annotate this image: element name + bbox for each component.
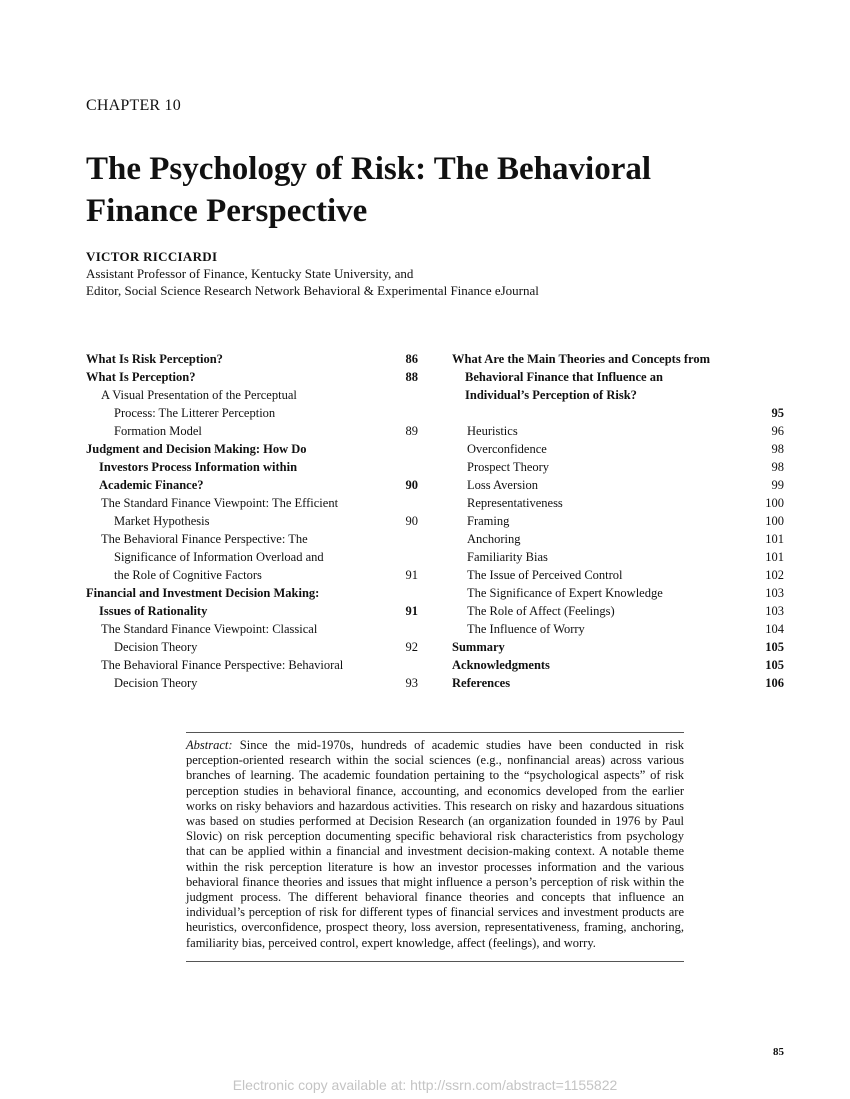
toc-page-number: 102	[765, 568, 784, 582]
toc-entry-title	[86, 620, 418, 656]
toc-page-number: 98	[771, 460, 784, 474]
toc-entry[interactable]	[452, 440, 784, 458]
toc-entry[interactable]	[86, 494, 418, 530]
toc-page-number: 100	[765, 514, 784, 528]
toc-page-number: 86	[405, 352, 418, 366]
toc-entry-title	[452, 422, 784, 440]
toc-entry-title	[452, 602, 784, 620]
toc-page-number: 104	[765, 622, 784, 636]
toc-entry[interactable]	[452, 548, 784, 566]
toc-entry-title	[86, 494, 418, 530]
toc-page-number: 101	[765, 550, 784, 564]
page-title	[86, 148, 786, 232]
toc-entry[interactable]	[86, 368, 418, 386]
toc-right-column	[452, 350, 784, 692]
toc-page-number: 105	[765, 658, 784, 672]
toc-entry-line: Overconfidence	[467, 442, 547, 456]
toc-entry-title	[86, 530, 418, 584]
toc-entry-line: Heuristics	[467, 424, 518, 438]
toc-entry[interactable]	[452, 674, 784, 692]
toc-entry-title	[452, 548, 784, 566]
toc-entry-line: Individual’s Perception of Risk?	[465, 388, 637, 402]
toc-page-number: 93	[405, 676, 418, 690]
toc-entry-line: Judgment and Decision Making: How Do	[86, 442, 307, 456]
author-name: VICTOR RICCIARDI	[86, 249, 218, 264]
toc-entry-line: Acknowledgments	[452, 658, 550, 672]
toc-page-number: 100	[765, 496, 784, 510]
toc-entry[interactable]	[452, 530, 784, 548]
toc-entry-line: the Role of Cognitive Factors	[114, 568, 262, 582]
toc-entry-line: The Role of Affect (Feelings)	[467, 604, 615, 618]
toc-entry-line: A Visual Presentation of the Perceptual	[101, 388, 297, 402]
toc-entry[interactable]	[86, 350, 418, 368]
abstract-label: Abstract:	[186, 738, 233, 752]
toc-entry[interactable]	[452, 638, 784, 656]
toc-entry[interactable]	[86, 386, 418, 440]
abstract-box	[186, 732, 684, 962]
toc-entry[interactable]	[86, 530, 418, 584]
chapter-label: CHAPTER 10	[86, 97, 181, 114]
toc-entry[interactable]	[452, 350, 784, 422]
toc-page-number: 105	[765, 640, 784, 654]
toc-entry-title	[452, 494, 784, 512]
toc-entry-line: Formation Model	[114, 424, 202, 438]
toc-entry-title	[86, 656, 418, 692]
toc-entry-title	[86, 368, 418, 386]
toc-entry[interactable]	[452, 584, 784, 602]
toc-page-number: 98	[771, 442, 784, 456]
toc-entry-line: Summary	[452, 640, 505, 654]
toc-entry[interactable]	[86, 584, 418, 620]
toc-entry-line: Behavioral Finance that Influence an	[465, 370, 663, 384]
toc-entry-title	[452, 620, 784, 638]
toc-entry[interactable]	[452, 656, 784, 674]
toc-entry-line: The Standard Finance Viewpoint: Classical	[101, 622, 318, 636]
toc-page-number: 90	[405, 514, 418, 528]
toc-entry-line: The Behavioral Finance Perspective: The	[101, 532, 308, 546]
toc-entry-line: What Is Risk Perception?	[86, 352, 223, 366]
toc-entry-title	[86, 584, 418, 620]
footer-watermark: Electronic copy available at: http://ssrn.com/abstract=1155822	[232, 1077, 618, 1093]
toc-entry[interactable]	[452, 422, 784, 440]
toc-entry-title	[452, 512, 784, 530]
title-line: The Psychology of Risk: The Behavioral	[86, 151, 652, 187]
toc-entry-title	[452, 476, 784, 494]
title-line: Finance Perspective	[86, 193, 368, 229]
toc-entry-title	[452, 674, 784, 692]
toc-entry[interactable]	[452, 512, 784, 530]
toc-page-number: 95	[771, 406, 784, 420]
toc-page-number: 92	[405, 640, 418, 654]
author-affiliation: Editor, Social Science Research Network Behavioral & Experimental Finance eJournal	[86, 283, 539, 298]
toc-entry-line: Decision Theory	[114, 640, 198, 654]
toc-entry-line: The Behavioral Finance Perspective: Behavioral	[101, 658, 344, 672]
toc-entry-line: Decision Theory	[114, 676, 198, 690]
toc-entry-title	[452, 350, 784, 404]
toc-entry-line: Market Hypothesis	[114, 514, 210, 528]
toc-page-number: 88	[405, 370, 418, 384]
toc-entry-line: Academic Finance?	[99, 478, 204, 492]
toc-entry[interactable]	[452, 566, 784, 584]
toc-entry-line: References	[452, 676, 511, 690]
toc-left-column	[86, 350, 418, 692]
toc-entry-title	[86, 350, 418, 368]
author-affiliation: Assistant Professor of Finance, Kentucky State University, and	[86, 266, 414, 281]
toc-page-number: 89	[405, 424, 418, 438]
toc-entry-line: Representativeness	[467, 496, 563, 510]
toc-entry[interactable]	[86, 440, 418, 494]
toc-page-number: 90	[405, 478, 418, 492]
toc-entry-title	[452, 440, 784, 458]
toc-entry-line: Significance of Information Overload and	[114, 550, 324, 564]
toc-entry-title	[86, 386, 418, 440]
toc-page-number: 91	[405, 568, 418, 582]
toc-entry-title	[452, 458, 784, 476]
toc-entry-line: The Influence of Worry	[467, 622, 585, 636]
toc-page-number: 103	[765, 604, 784, 618]
toc-entry-line: Process: The Litterer Perception	[114, 406, 276, 420]
toc-entry-line: Loss Aversion	[467, 478, 538, 492]
toc-entry-title	[452, 656, 784, 674]
toc-entry[interactable]	[452, 476, 784, 494]
toc-entry-line: Familiarity Bias	[467, 550, 548, 564]
toc-entry-line: The Issue of Perceived Control	[467, 568, 623, 582]
toc-entry-title	[452, 530, 784, 548]
toc-page-number: 103	[765, 586, 784, 600]
toc-entry-line: The Standard Finance Viewpoint: The Efficient	[101, 496, 339, 510]
toc-entry[interactable]	[452, 602, 784, 620]
toc-entry-title	[86, 440, 418, 494]
toc-entry-line: Financial and Investment Decision Making:	[86, 586, 320, 600]
page-number: 85	[773, 1046, 784, 1058]
toc-entry[interactable]	[452, 494, 784, 512]
toc-entry-title	[452, 638, 784, 656]
toc-page-number: 106	[765, 676, 784, 690]
abstract-text: Since the mid-1970s, hundreds of academic studies have been conducted in risk perception-oriented research within the social sciences (e.g., nonfinancial areas) across various branches of learning. The academic foundation pertaining to the “psychological aspects” of risk perception studies in behavioral finance, accounting, and economics developed from the earlier works on risky behaviors and hazardous activities. This research on risky and hazardous situations was based on studies performed at Decision Research (an organization founded in 1976 by Paul Slovic) on risk perception documenting specific behavioral risk characteristics from psychology that can be applied within a financial and investment decision-making context. A notable theme within the risk perception literature is how an investor processes information and the various behavioral finance theories and issues that might influence a person’s perception of risk within the judgment process. The different behavioral finance theories and concepts that influence an individual’s perception of risk for different types of financial services and investment products are heuristics, overconfidence, prospect theory, loss aversion, representativeness, framing, anchoring, familiarity bias, perceived control, expert knowledge, affect (feelings), and worry.	[186, 738, 685, 950]
toc-page-number: 96	[771, 424, 784, 438]
toc-entry-title	[452, 566, 784, 584]
toc-page-number: 101	[765, 532, 784, 546]
toc-entry-line: The Significance of Expert Knowledge	[467, 586, 663, 600]
toc-entry-line: Prospect Theory	[467, 460, 550, 474]
toc-entry-line: Anchoring	[467, 532, 521, 546]
toc-entry[interactable]	[86, 620, 418, 656]
toc-page-number: 99	[771, 478, 784, 492]
toc-entry-line: Investors Process Information within	[99, 460, 298, 474]
toc-entry-title	[452, 584, 784, 602]
toc-entry[interactable]	[86, 656, 418, 692]
toc-page-number: 91	[405, 604, 418, 618]
toc-entry-line: Issues of Rationality	[99, 604, 208, 618]
toc-entry-line: What Are the Main Theories and Concepts from	[452, 352, 710, 366]
toc-entry-line: Framing	[467, 514, 510, 528]
toc-entry-line: What Is Perception?	[86, 370, 196, 384]
toc-entry[interactable]	[452, 458, 784, 476]
toc-entry[interactable]	[452, 620, 784, 638]
